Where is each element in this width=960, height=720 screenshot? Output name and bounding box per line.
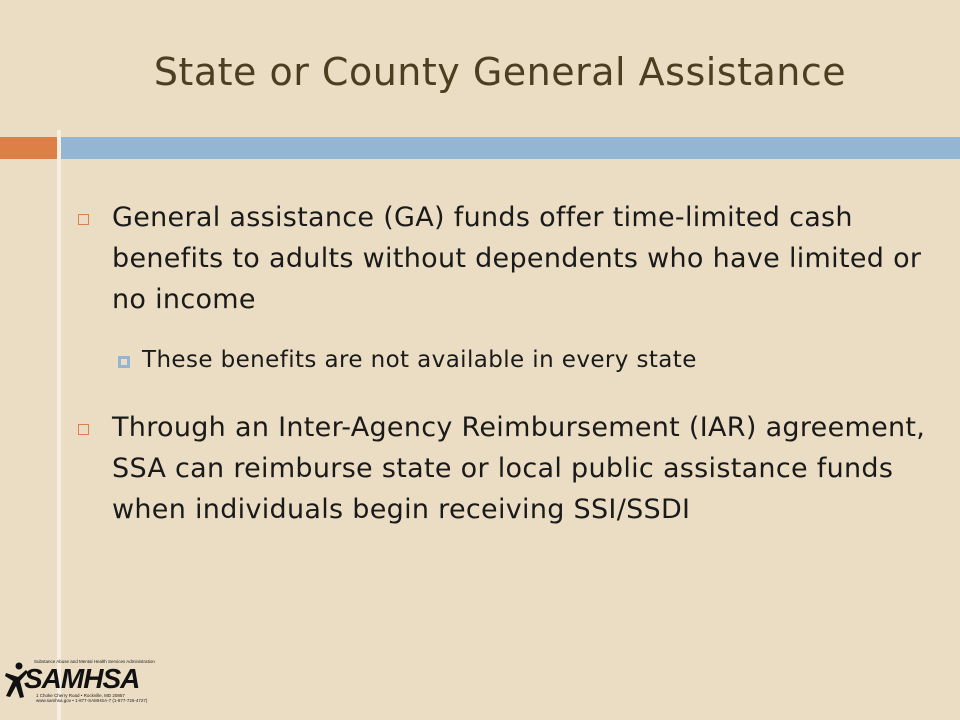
- logo-contact: [36, 693, 147, 703]
- logo-web-phone: www.samhsa.gov • 1-877-SAMHSA-7 (1-877-726-4727): [36, 698, 148, 703]
- square-sub-bullet-icon: [118, 356, 130, 368]
- logo-wordmark: SAMHSA: [24, 663, 140, 694]
- bullet-text: Through an Inter-Agency Reimbursement (IAR) agreement, SSA can reimburse state or local public assistance funds when individuals begin receiving SSI/SSDI: [112, 412, 926, 525]
- accent-divider: [57, 130, 61, 720]
- accent-bar-blue: [61, 137, 960, 159]
- logo-tagline: Substance Abuse and Mental Health Services Administration: [34, 659, 155, 664]
- logo-address: 1 Choke Cherry Road • Rockville, MD 20857: [36, 693, 125, 698]
- square-bullet-icon: [78, 424, 89, 435]
- samhsa-logo: [4, 657, 168, 709]
- slide-content: [76, 197, 926, 552]
- accent-bar-orange: [0, 137, 57, 159]
- square-bullet-icon: [78, 214, 89, 225]
- sub-bullet-text: These benefits are not available in every state: [142, 347, 697, 373]
- bullet-item: [76, 407, 926, 530]
- bullet-item: [76, 197, 926, 320]
- slide-title: State or County General Assistance: [153, 50, 847, 94]
- sub-bullet-item: [118, 342, 926, 379]
- bullet-text: General assistance (GA) funds offer time-limited cash benefits to adults without dependents who have limited or no income: [112, 202, 922, 315]
